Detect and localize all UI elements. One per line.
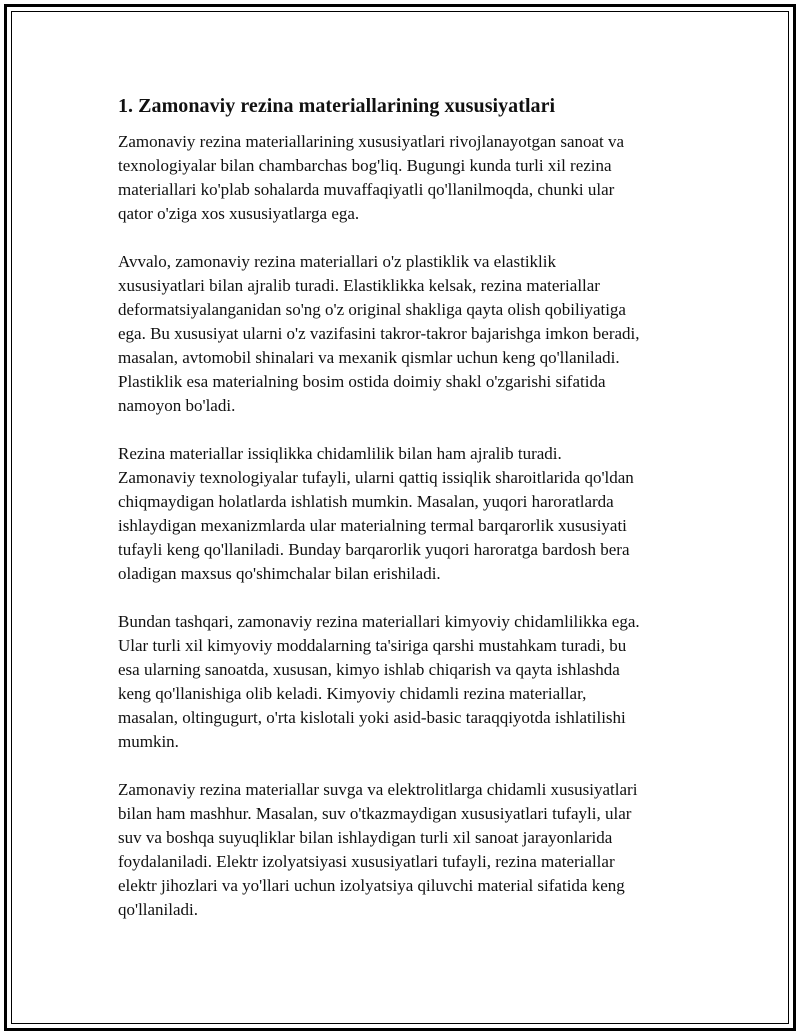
section-heading: 1. Zamonaviy rezina materiallarining xususiyatlari bbox=[118, 95, 556, 117]
text-line: mumkin. bbox=[118, 732, 179, 751]
text-line: tufayli keng qo'llaniladi. Bunday barqarorlik yuqori haroratga bardosh bera bbox=[118, 540, 630, 559]
text-line: masalan, oltingugurt, o'rta kislotali yoki asid-basic taraqqiyotda ishlatilishi bbox=[118, 708, 626, 727]
text-line: chiqmaydigan holatlarda ishlatish mumkin. Masalan, yuqori haroratlarda bbox=[118, 492, 614, 511]
text-line: oladigan maxsus qo'shimchalar bilan erishiladi. bbox=[118, 564, 441, 583]
text-line: Avvalo, zamonaviy rezina materiallari o'z plastiklik va elastiklik bbox=[118, 252, 556, 271]
paragraph bbox=[118, 442, 698, 586]
text-line: Zamonaviy rezina materiallar suvga va elektrolitlarga chidamli xususiyatlari bbox=[118, 780, 638, 799]
text-line: qo'llaniladi. bbox=[118, 900, 199, 919]
text-line: Zamonaviy texnologiyalar tufayli, ularni qattiq issiqlik sharoitlarida qo'ldan bbox=[118, 468, 634, 487]
text-line: ega. Bu xususiyat ularni o'z vazifasini takror-takror bajarishga imkon beradi, bbox=[118, 324, 640, 343]
text-line: qator o'ziga xos xususiyatlarga ega. bbox=[118, 204, 360, 223]
text-line: foydalaniladi. Elektr izolyatsiyasi xususiyatlari tufayli, rezina materiallar bbox=[118, 852, 615, 871]
text-line: Ular turli xil kimyoviy moddalarning ta'siriga qarshi mustahkam turadi, bu bbox=[118, 636, 627, 655]
text-line: xususiyatlari bilan ajralib turadi. Elastiklikka kelsak, rezina materiallar bbox=[118, 276, 600, 295]
text-line: bilan ham mashhur. Masalan, suv o'tkazmaydigan xususiyatlari tufayli, ular bbox=[118, 804, 632, 823]
text-line: deformatsiyalanganidan so'ng o'z original shakliga qayta olish qobiliyatiga bbox=[118, 300, 626, 319]
document-body bbox=[118, 92, 698, 946]
text-line: ishlaydigan mexanizmlarda ular materialning termal barqarorlik xususiyati bbox=[118, 516, 627, 535]
paragraph bbox=[118, 250, 698, 418]
text-line: Zamonaviy rezina materiallarining xususiyatlari rivojlanayotgan sanoat va bbox=[118, 132, 625, 151]
paragraph bbox=[118, 610, 698, 754]
text-line: texnologiyalar bilan chambarchas bog'liq. Bugungi kunda turli xil rezina bbox=[118, 156, 612, 175]
text-line: elektr jihozlari va yo'llari uchun izolyatsiya qiluvchi material sifatida keng bbox=[118, 876, 625, 895]
text-line: namoyon bo'ladi. bbox=[118, 396, 236, 415]
text-line: Rezina materiallar issiqlikka chidamlilik bilan ham ajralib turadi. bbox=[118, 444, 562, 463]
text-line: suv va boshqa suyuqliklar bilan ishlaydigan turli xil sanoat jarayonlarida bbox=[118, 828, 613, 847]
text-line: Bundan tashqari, zamonaviy rezina materiallari kimyoviy chidamlilikka ega. bbox=[118, 612, 640, 631]
paragraph bbox=[118, 130, 698, 226]
text-line: masalan, avtomobil shinalari va mexanik qismlar uchun keng qo'llaniladi. bbox=[118, 348, 620, 367]
text-line: materiallari ko'plab sohalarda muvaffaqiyatli qo'llanilmoqda, chunki ular bbox=[118, 180, 615, 199]
text-line: esa ularning sanoatda, xususan, kimyo ishlab chiqarish va qayta ishlashda bbox=[118, 660, 620, 679]
text-line: Plastiklik esa materialning bosim ostida doimiy shakl o'zgarishi sifatida bbox=[118, 372, 606, 391]
paragraph bbox=[118, 778, 698, 922]
text-line: keng qo'llanishiga olib keladi. Kimyoviy chidamli rezina materiallar, bbox=[118, 684, 587, 703]
